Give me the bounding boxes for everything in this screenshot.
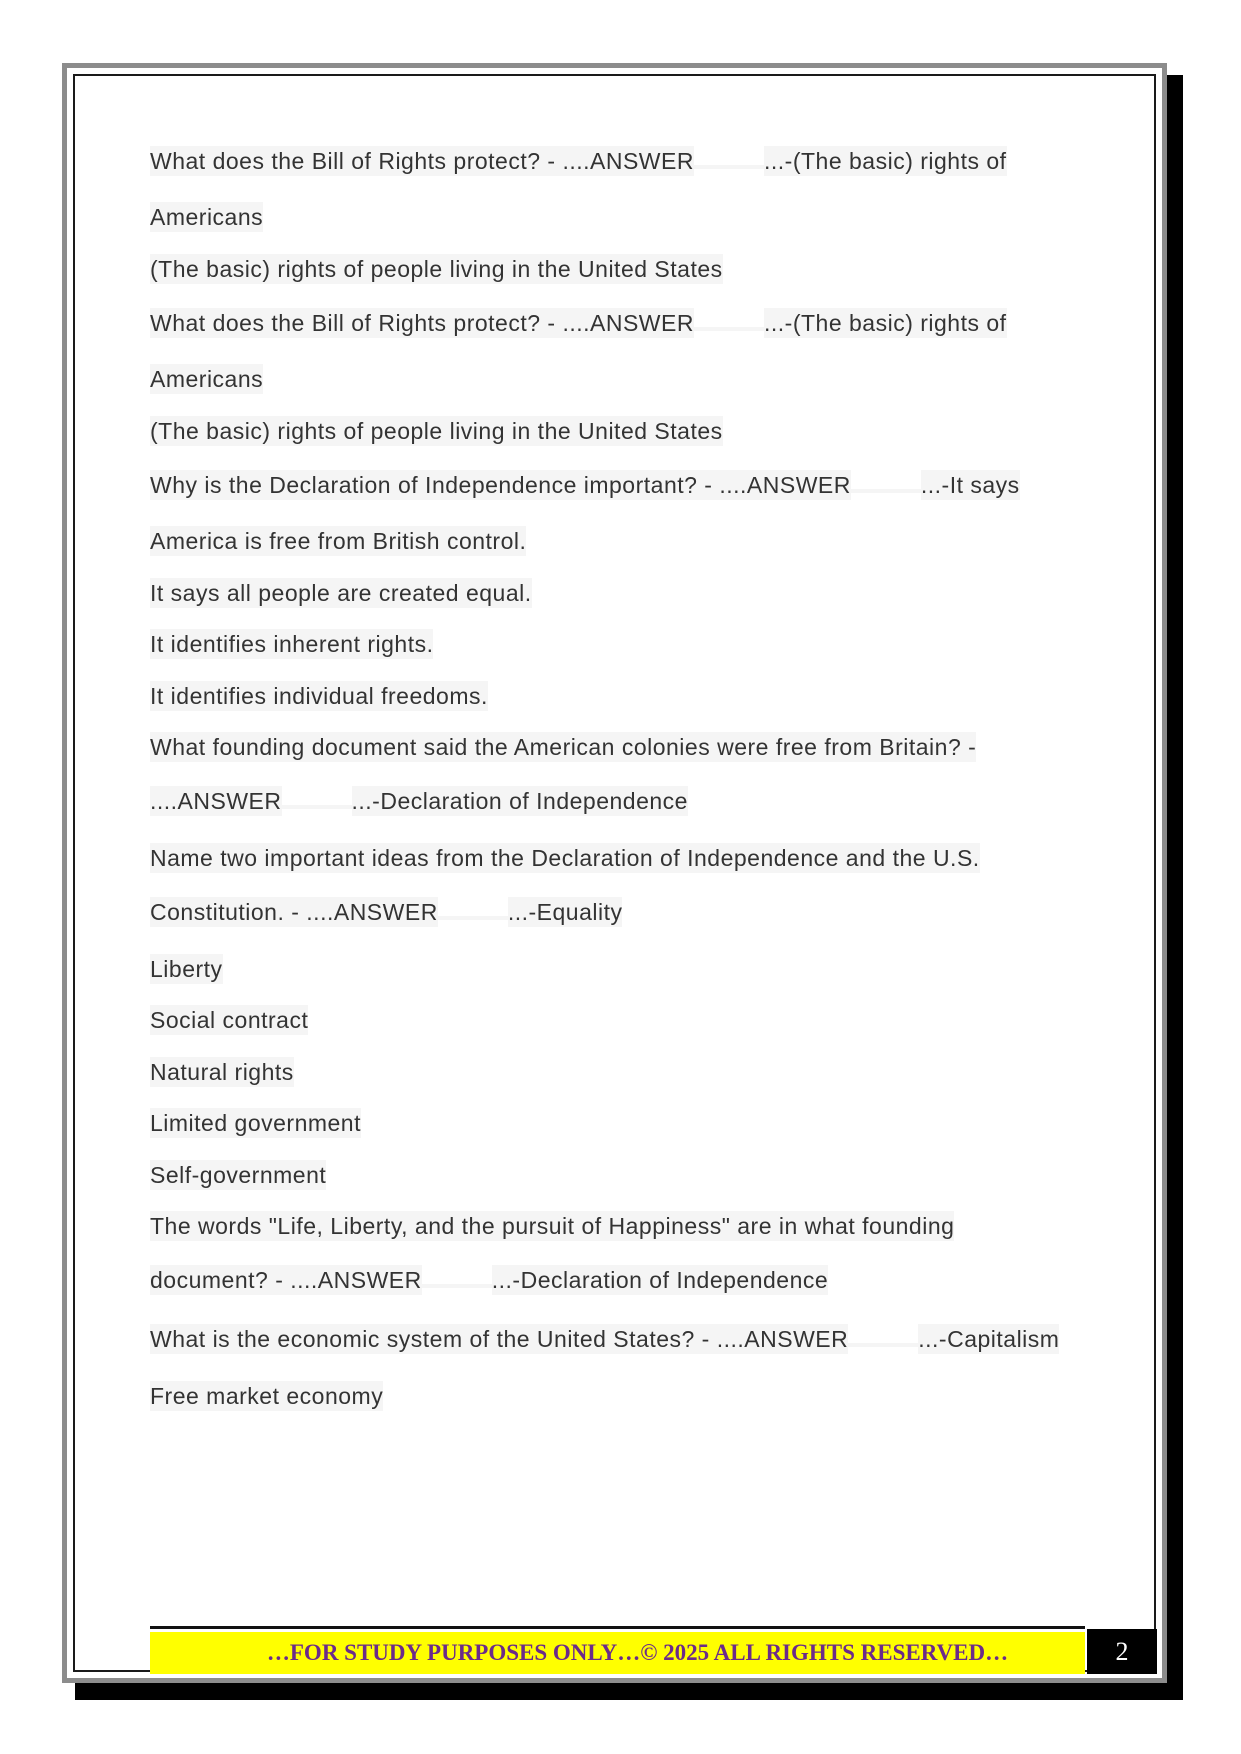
answer-text: ...-(The basic) rights of	[763, 310, 1007, 336]
answer-text: ...-(The basic) rights of	[763, 148, 1007, 174]
question-text: document? - ....ANSWER	[150, 1267, 422, 1293]
question-text: Constitution. - ....ANSWER	[150, 899, 438, 925]
text-line	[150, 1267, 828, 1294]
question-text: What does the Bill of Rights protect? - ....ANSWER	[150, 148, 694, 174]
answer-text: ...-Equality	[507, 899, 623, 925]
text-line: What founding document said the American colonies were free from Britain? -	[150, 734, 977, 760]
text-line: The words "Life, Liberty, and the pursuit of Happiness" are in what founding	[150, 1213, 955, 1239]
text-line: Americans	[150, 204, 264, 230]
text-line	[150, 899, 622, 926]
text-line	[150, 1326, 1059, 1353]
text-line: Free market economy	[150, 1383, 384, 1409]
text-line: It identifies inherent rights.	[150, 631, 434, 657]
footer-notice: …FOR STUDY PURPOSES ONLY…© 2025 ALL RIGHTS RESERVED…	[266, 1640, 1009, 1665]
answer-text: ...-It says	[920, 472, 1020, 498]
text-line: Liberty	[150, 956, 223, 982]
text-line: Natural rights	[150, 1059, 294, 1085]
text-line	[150, 472, 1020, 499]
text-line: Self-government	[150, 1162, 327, 1188]
question-text: What does the Bill of Rights protect? - ....ANSWER	[150, 310, 694, 336]
question-text: Why is the Declaration of Independence important? - ....ANSWER	[150, 472, 851, 498]
text-line: America is free from British control.	[150, 528, 527, 554]
text-line: Americans	[150, 366, 264, 392]
text-line: (The basic) rights of people living in the United States	[150, 256, 723, 282]
text-line: Limited government	[150, 1110, 361, 1136]
page-frame	[62, 63, 1167, 1683]
text-line: Name two important ideas from the Declaration of Independence and the U.S.	[150, 845, 980, 871]
text-line: (The basic) rights of people living in the United States	[150, 418, 723, 444]
footer-rule	[150, 1626, 1085, 1629]
text-line	[150, 310, 1007, 337]
text-line: It identifies individual freedoms.	[150, 683, 488, 709]
answer-text: ...-Declaration of Independence	[491, 1267, 829, 1293]
question-text: ....ANSWER	[150, 788, 282, 814]
text-line	[150, 788, 688, 815]
footer-band	[150, 1632, 1085, 1674]
question-text: What is the economic system of the United States? - ....ANSWER	[150, 1326, 849, 1352]
answer-text: ...-Declaration of Independence	[351, 788, 688, 814]
page-number-box	[1087, 1629, 1157, 1674]
text-line	[150, 148, 1007, 175]
answer-text: ...-Capitalism	[918, 1326, 1060, 1352]
text-line: Social contract	[150, 1007, 309, 1033]
page-number: 2	[1115, 1636, 1129, 1666]
text-line: It says all people are created equal.	[150, 580, 532, 606]
